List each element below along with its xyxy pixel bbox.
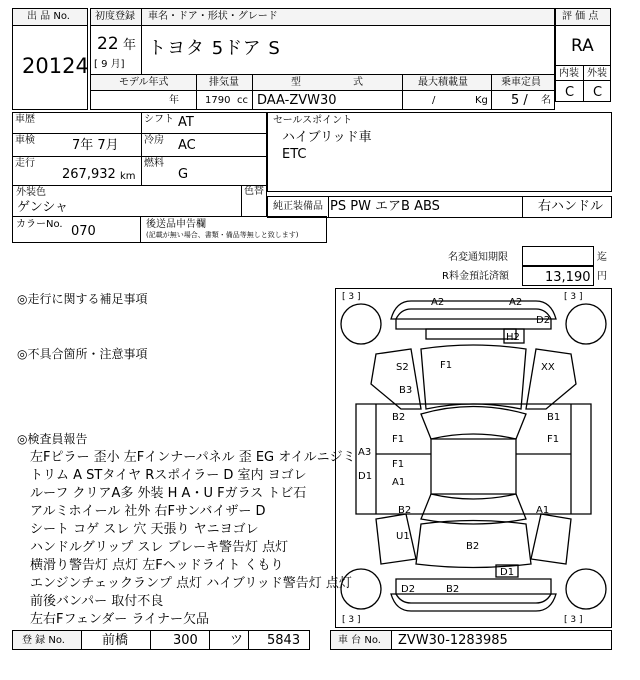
tire-front-left — [341, 304, 381, 344]
left-front-fender — [371, 349, 421, 409]
recycle-value: 13,190 — [545, 270, 591, 285]
history-label: 車歴 — [15, 114, 35, 125]
fuel-value: G — [178, 167, 189, 182]
remark-line: ハンドルグリップ スレ ブレーキ警告灯 点灯 — [30, 540, 289, 555]
max-load-label: 最大積載量 — [418, 77, 468, 88]
color-no-box — [12, 216, 141, 243]
remark-line: 左右Fフェンダー ライナー欠品 — [30, 612, 210, 627]
remark-line: アルミホイール 社外 右Fサンバイザー D — [30, 504, 266, 519]
mark-xx: XX — [541, 362, 555, 373]
tag-label: 名変通知期限 — [448, 252, 508, 263]
first-reg-box — [90, 25, 142, 75]
remark-line: エンジンチェックランプ 点灯 ハイブリッド警告灯 点灯 — [30, 576, 352, 591]
mark-f1-lf: F1 — [392, 434, 405, 445]
mark-h2: H2 — [506, 332, 520, 343]
car-diagram-box — [335, 288, 612, 628]
mark-d1-left: D1 — [358, 471, 373, 482]
reg-label: 登 録 No. — [22, 635, 65, 646]
mark-a2-right: A2 — [509, 297, 523, 308]
right-front-fender — [526, 349, 576, 409]
score-box — [555, 25, 611, 66]
sales-point-label: セールスポイント — [273, 115, 353, 126]
recycle-value-box — [522, 266, 594, 286]
reg-number-box — [248, 630, 310, 650]
rear-bumper — [391, 594, 556, 611]
sales-point-2: ETC — [282, 147, 307, 162]
ac-label: 冷房 — [144, 135, 164, 146]
equipment-label: 純正装備品 — [273, 201, 323, 212]
shaken-value: 7年 7月 — [72, 138, 119, 153]
shift-value: AT — [178, 115, 194, 130]
sales-point-box — [267, 112, 612, 192]
car-name-box — [141, 25, 555, 75]
mark-d2-rear: D2 — [401, 584, 416, 595]
max-load-slash: / — [432, 95, 436, 106]
sales-point-1: ハイブリッド車 — [282, 130, 372, 145]
tire-front-right — [566, 304, 606, 344]
drive-notes-label: ◎走行に関する補足事項 — [17, 292, 148, 306]
aftermarket-box — [140, 216, 327, 243]
tread-fl: [ 3 ] — [342, 292, 361, 302]
divider — [328, 196, 329, 218]
interior-label-box — [555, 65, 584, 81]
front-bumper — [391, 301, 556, 319]
ac-value: AC — [178, 138, 196, 153]
aftermarket-note: (記載が無い場合、書類・備品等無しと致します) — [146, 231, 299, 239]
spec-header-row — [90, 74, 555, 91]
capacity-value: 5 / — [511, 93, 528, 108]
roof — [431, 439, 516, 494]
color-no-label: カラーNo. — [16, 219, 63, 230]
reg-year-unit: 年 — [123, 38, 137, 53]
reg-area-box — [81, 630, 151, 650]
car-name-label: 車名・ドア・形状・グレード — [148, 11, 278, 22]
interior-grade: C — [565, 85, 575, 100]
reg-month: [ 9 月] — [94, 59, 125, 70]
exterior-label: 外装 — [587, 68, 607, 79]
mark-b2-rear: B2 — [446, 584, 460, 595]
hood — [421, 345, 526, 409]
displacement-value: 1790 — [205, 95, 231, 106]
car-name: トヨタ 5ドア S — [148, 38, 281, 59]
specs-left-box — [12, 112, 267, 186]
exterior-grade: C — [593, 85, 603, 100]
mark-a3: A3 — [358, 447, 372, 458]
mark-d2-top: D2 — [536, 315, 551, 326]
reg-number: 5843 — [267, 633, 301, 648]
mark-b1-rf: B1 — [547, 412, 561, 423]
mark-a2-left: A2 — [431, 297, 445, 308]
rear-window — [421, 494, 526, 524]
color-value: ゲンシャ — [17, 200, 69, 215]
reg-year: 22 — [97, 34, 119, 54]
mark-a1-roof: A1 — [392, 477, 406, 488]
chassis-label-box — [330, 630, 392, 650]
mark-d1-rear: D1 — [500, 567, 515, 578]
mark-f1-rf: F1 — [547, 434, 560, 445]
type-label: 型 — [291, 77, 301, 88]
color-no-value: 070 — [71, 224, 96, 239]
mark-f1-hood: F1 — [440, 360, 453, 371]
handle-value: 右ハンドル — [538, 199, 604, 214]
tread-fr: [ 3 ] — [564, 292, 583, 302]
mark-u1: U1 — [396, 531, 410, 542]
divider — [12, 133, 267, 134]
recycle-unit: 円 — [597, 271, 607, 282]
exterior-grade-box — [583, 80, 611, 102]
tread-rl: [ 3 ] — [342, 615, 361, 625]
lot-label-box — [12, 8, 88, 26]
chassis-label: 車 台 No. — [338, 635, 381, 646]
first-reg-label: 初度登録 — [95, 11, 135, 22]
spec-value-row — [90, 90, 555, 110]
rear-panel — [396, 579, 551, 594]
score-value: RA — [571, 36, 594, 56]
lot-label: 出 品 No. — [27, 11, 70, 22]
mileage-value: 267,932 — [62, 167, 116, 182]
car-name-label-box — [141, 8, 555, 26]
remark-line: ルーフ クリアA多 外装 H A・U Fガラス トビ石 — [30, 486, 307, 501]
aftermarket-label: 後送品申告欄 — [146, 219, 206, 230]
mileage-label: 走行 — [15, 158, 35, 169]
tread-rr: [ 3 ] — [564, 615, 583, 625]
max-load-unit: Kg — [475, 95, 488, 106]
interior-label: 内装 — [559, 68, 579, 79]
capacity-unit: 名 — [541, 95, 551, 106]
divider — [141, 112, 142, 186]
displacement-label: 排気量 — [209, 77, 239, 88]
recycle-label: R料金預託済額 — [442, 271, 509, 282]
chassis-box — [391, 630, 612, 650]
mark-s2: S2 — [396, 362, 409, 373]
reg-class: 300 — [173, 633, 198, 648]
remark-line: 横滑り警告灯 点灯 左Fヘッドライト くもり — [30, 558, 284, 573]
front-grille — [396, 319, 551, 329]
right-rear-fender — [531, 514, 571, 564]
equipment-value: PS PW エアB ABS — [330, 199, 440, 214]
exterior-label-box — [583, 65, 611, 81]
mark-f1-roof: F1 — [392, 459, 405, 470]
first-reg-label-box — [90, 8, 142, 26]
shift-label: シフト — [144, 114, 174, 125]
reg-area: 前橋 — [102, 633, 129, 648]
shaken-label: 車検 — [15, 135, 35, 146]
remark-line: トリム A STタイヤ Rスポイラー D 室内 ヨゴレ — [30, 468, 307, 483]
tire-rear-right — [566, 569, 606, 609]
divider — [522, 196, 523, 218]
repaint-label: 色替 — [244, 186, 264, 197]
tire-rear-left — [341, 569, 381, 609]
lot-number-box — [12, 25, 88, 110]
equipment-box — [267, 196, 612, 218]
mark-b2-lf: B2 — [392, 412, 406, 423]
body-sides — [376, 404, 571, 514]
defect-notes-label: ◎不具合箇所・注意事項 — [17, 347, 148, 361]
remark-line: シート コゲ スレ 穴 天張り ヤニヨゴレ — [30, 522, 259, 537]
mark-b3: B3 — [399, 385, 413, 396]
type-value: DAA-ZVW30 — [257, 93, 337, 108]
score-label-box — [555, 8, 611, 26]
tag-value-box — [522, 246, 594, 266]
inspector-label: ◎検査員報告 — [17, 432, 88, 446]
color-box — [12, 185, 267, 217]
model-year-value: 年 — [169, 95, 179, 106]
capacity-label: 乗車定員 — [501, 77, 541, 88]
mark-b2-trunk: B2 — [466, 541, 480, 552]
windshield — [421, 407, 526, 440]
tag-unit: 迄 — [597, 252, 607, 263]
displacement-unit: cc — [237, 95, 248, 106]
mark-b2-lr: B2 — [398, 505, 412, 516]
remark-line: 左Fピラー 歪小 左Fインナーパネル 歪 EG オイルニジミ — [30, 450, 356, 465]
car-diagram — [336, 289, 611, 627]
mileage-unit: km — [120, 171, 136, 182]
divider — [12, 156, 267, 157]
mark-a1-rr: A1 — [536, 505, 550, 516]
color-label: 外装色 — [16, 187, 46, 198]
model-year-label: モデル年式 — [119, 77, 169, 88]
reg-kana: ツ — [230, 633, 244, 648]
reg-label-box — [12, 630, 82, 650]
reg-kana-box — [209, 630, 249, 650]
score-label: 評 価 点 — [562, 11, 599, 22]
interior-grade-box — [555, 80, 584, 102]
divider — [241, 185, 242, 217]
remark-line: 前後バンパー 取付不良 — [30, 594, 164, 609]
type-label-2: 式 — [353, 77, 363, 88]
reg-class-box — [150, 630, 210, 650]
lot-number: 20124 — [22, 54, 89, 78]
front-plate — [426, 329, 516, 339]
chassis-number: ZVW30-1283985 — [398, 633, 508, 648]
fuel-label: 燃料 — [144, 158, 164, 169]
